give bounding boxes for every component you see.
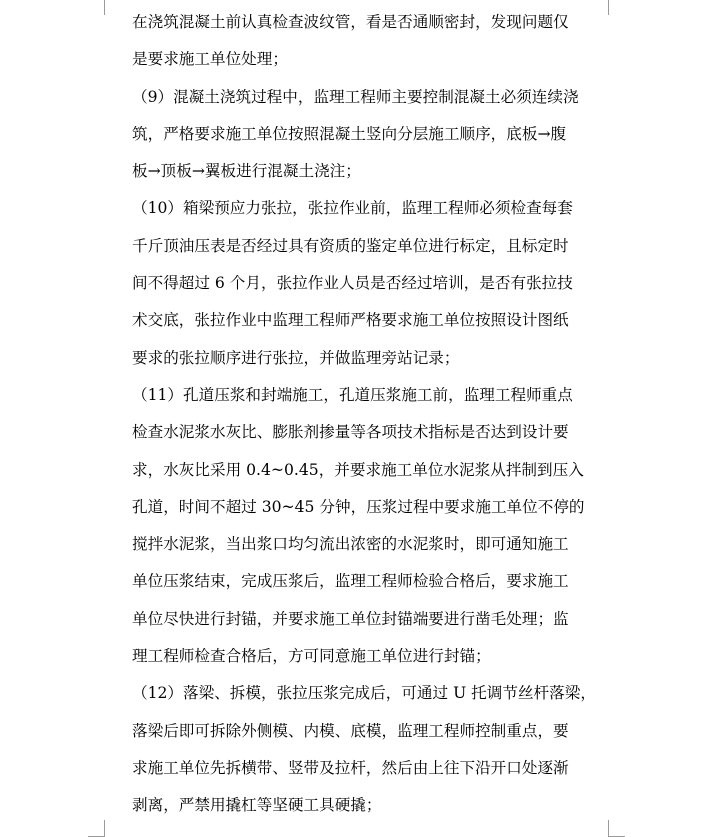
text-line: 孔道，时间不超过 30~45 分钟，压浆过程中要求施工单位不停的	[132, 497, 585, 516]
text-line: 搅拌水泥浆，当出浆口均匀流出浓密的水泥浆时，即可通知施工	[132, 535, 569, 554]
text-line: （10）箱梁预应力张拉，张拉作业前，监理工程师必须检查每套	[132, 199, 573, 218]
text-line: 术交底，张拉作业中监理工程师严格要求施工单位按照设计图纸	[132, 311, 569, 330]
text-line: 是要求施工单位处理；	[132, 50, 288, 69]
text-line: 在浇筑混凝土前认真检查波纹管，看是否通顺密封，发现问题仅	[132, 13, 569, 31]
text-line: （12）落梁、拆模，张拉压浆完成后，可通过 U 托调节丝杆落梁，	[132, 684, 596, 703]
page-corner-mark-top-right	[608, 0, 625, 15]
text-line: 落梁后即可拆除外侧模、内模、底模，监理工程师控制重点，要	[132, 721, 569, 740]
page-corner-mark-top-left	[88, 0, 105, 15]
text-line: 单位压浆结束，完成压浆后，监理工程师检验合格后，要求施工	[132, 572, 569, 591]
page-corner-mark-bottom-left	[88, 820, 105, 837]
text-line: 检查水泥浆水灰比、膨胀剂掺量等各项技术指标是否达到设计要	[132, 423, 569, 442]
text-line: 理工程师检查合格后，方可同意施工单位进行封锚；	[132, 647, 491, 666]
text-line: （11）孔道压浆和封端施工，孔道压浆施工前，监理工程师重点	[132, 385, 573, 404]
page-corner-mark-bottom-right	[608, 820, 625, 837]
text-line: 剥离，严禁用撬杠等坚硬工具硬撬；	[132, 796, 382, 815]
text-line: 板→顶板→翼板进行混凝土浇注；	[132, 162, 361, 181]
text-line: （9）混凝土浇筑过程中，监理工程师主要控制混凝土必须连续浇	[132, 87, 579, 106]
text-line: 求，水灰比采用 0.4~0.45，并要求施工单位水泥浆从拌制到压入	[132, 460, 584, 479]
text-line: 筑，严格要求施工单位按照混凝土竖向分层施工顺序，底板→腹	[132, 124, 567, 143]
text-line: 要求的张拉顺序进行张拉，并做监理旁站记录；	[132, 348, 460, 367]
text-line: 求施工单位先拆横带、竖带及拉杆，然后由上往下沿开口处逐渐	[132, 758, 569, 777]
document-body	[132, 4, 608, 825]
text-line: 千斤顶油压表是否经过具有资质的鉴定单位进行标定，且标定时	[132, 236, 569, 255]
text-line: 单位尽快进行封锚，并要求施工单位封锚端要进行凿毛处理；监	[132, 609, 569, 628]
text-line: 间不得超过 6 个月，张拉作业人员是否经过培训，是否有张拉技	[132, 274, 573, 293]
